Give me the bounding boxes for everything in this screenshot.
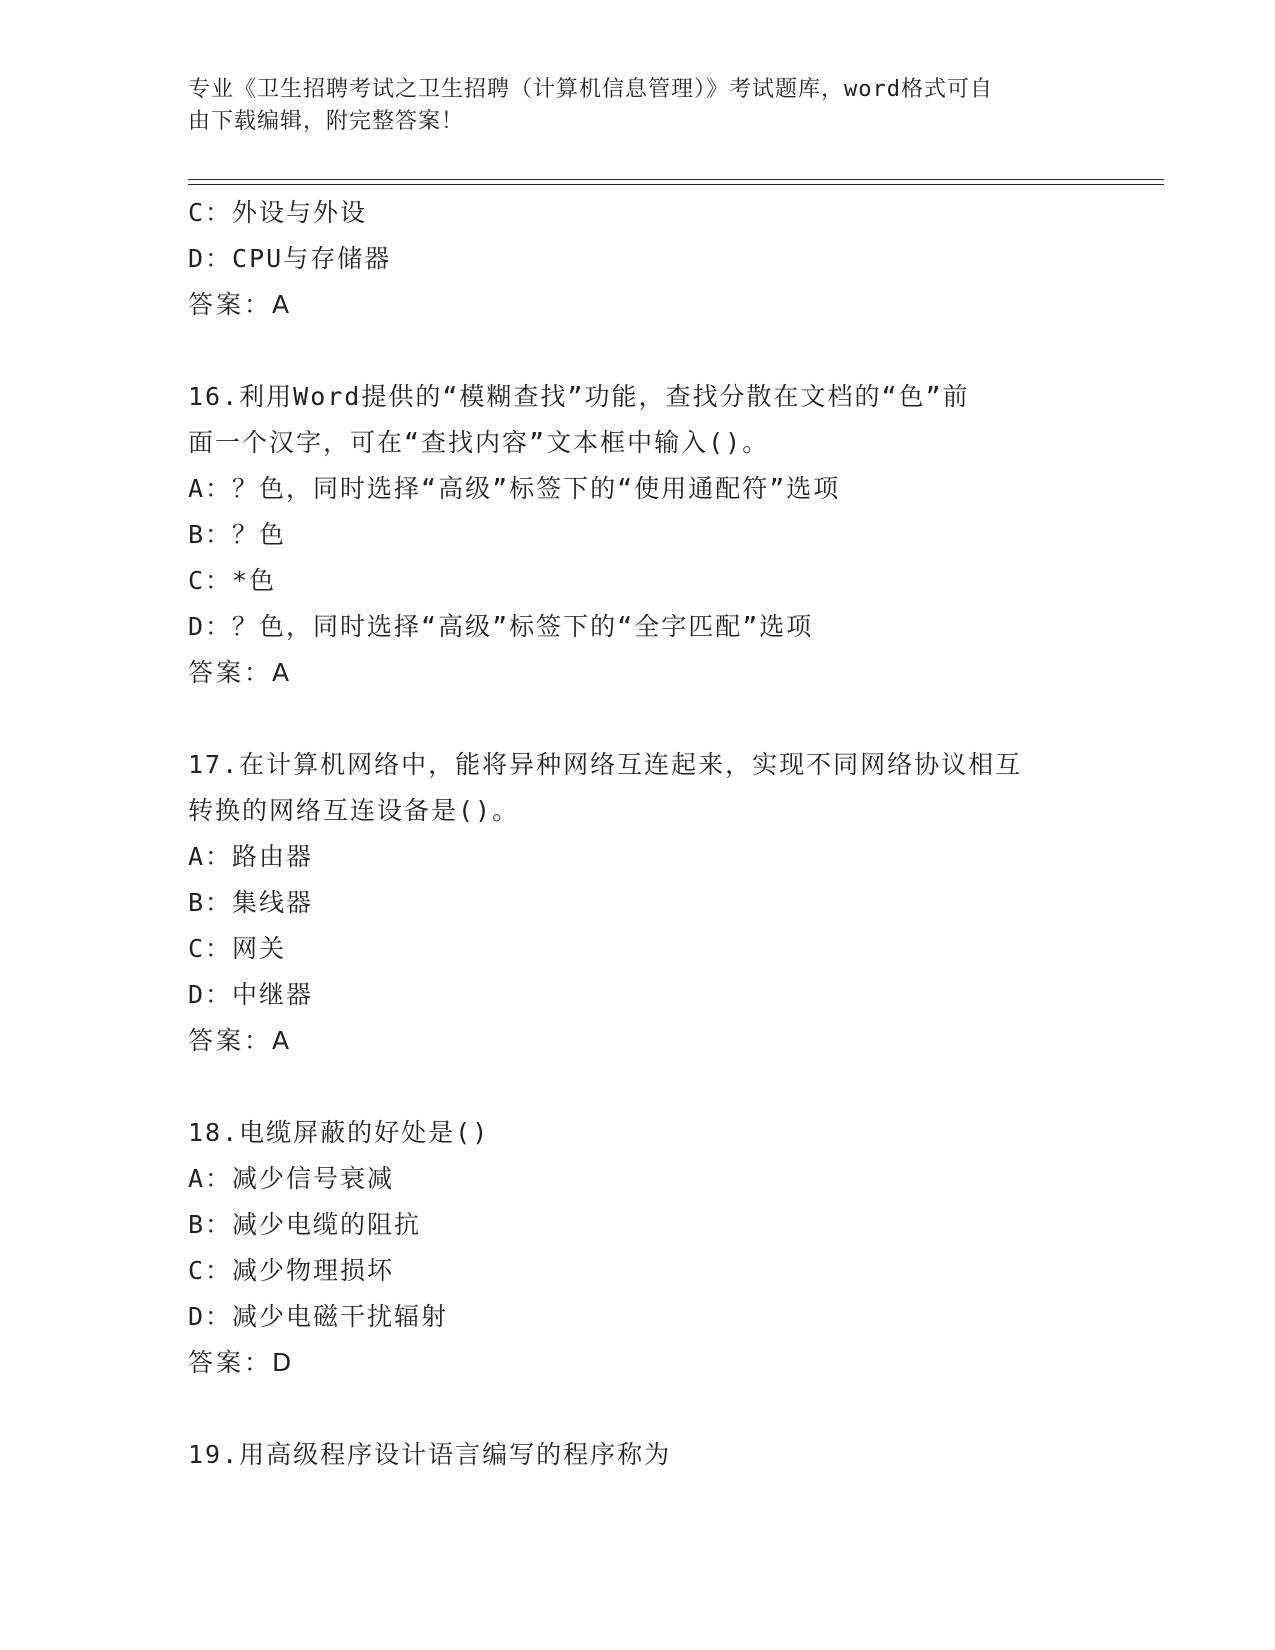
spacer bbox=[188, 328, 1088, 374]
option-b: B：集线器 bbox=[188, 888, 314, 917]
spacer bbox=[188, 1386, 1088, 1432]
question-17 bbox=[188, 742, 1088, 1064]
spacer bbox=[188, 1064, 1088, 1110]
header-rule-top bbox=[188, 179, 1164, 180]
option-b: B：减少电缆的阻抗 bbox=[188, 1210, 422, 1239]
question-text-line-1: 16.利用Word提供的“模糊查找”功能，查找分散在文档的“色”前 bbox=[188, 382, 970, 411]
option-a: A：减少信号衰减 bbox=[188, 1164, 395, 1193]
answer: 答案：A bbox=[188, 1026, 293, 1055]
option-c: C：外设与外设 bbox=[188, 198, 368, 227]
question-text-line-1: 18.电缆屏蔽的好处是() bbox=[188, 1118, 490, 1147]
answer: 答案：A bbox=[188, 658, 293, 687]
option-a: A：路由器 bbox=[188, 842, 314, 871]
question-15 bbox=[188, 190, 1088, 328]
question-19 bbox=[188, 1432, 1088, 1478]
option-d: D：减少电磁干扰辐射 bbox=[188, 1302, 449, 1331]
option-c: C：网关 bbox=[188, 934, 287, 963]
answer: 答案：D bbox=[188, 1348, 295, 1377]
question-text-line-2: 转换的网络互连设备是()。 bbox=[188, 796, 520, 825]
document-header bbox=[188, 74, 1068, 138]
option-c: C：减少物理损坏 bbox=[188, 1256, 395, 1285]
header-line-1: 专业《卫生招聘考试之卫生招聘（计算机信息管理）》考试题库，word格式可自 bbox=[188, 77, 993, 102]
question-text-line-2: 面一个汉字，可在“查找内容”文本框中输入()。 bbox=[188, 428, 770, 457]
question-text-line-1: 17.在计算机网络中，能将异种网络互连起来，实现不同网络协议相互 bbox=[188, 750, 1023, 779]
option-d: D：中继器 bbox=[188, 980, 314, 1009]
option-d: D：CPU与存储器 bbox=[188, 244, 392, 273]
question-text-line-1: 19.用高级程序设计语言编写的程序称为 bbox=[188, 1440, 672, 1469]
answer: 答案：A bbox=[188, 290, 293, 319]
question-list bbox=[188, 190, 1088, 1478]
option-c: C：*色 bbox=[188, 566, 277, 595]
option-b: B：？色 bbox=[188, 520, 287, 549]
spacer bbox=[188, 696, 1088, 742]
header-rule-bottom bbox=[188, 184, 1164, 185]
option-d: D：？色，同时选择“高级”标签下的“全字匹配”选项 bbox=[188, 612, 814, 641]
question-16 bbox=[188, 374, 1088, 696]
option-a: A：？色，同时选择“高级”标签下的“使用通配符”选项 bbox=[188, 474, 841, 503]
question-18 bbox=[188, 1110, 1088, 1386]
header-line-2: 由下载编辑，附完整答案！ bbox=[188, 109, 465, 134]
